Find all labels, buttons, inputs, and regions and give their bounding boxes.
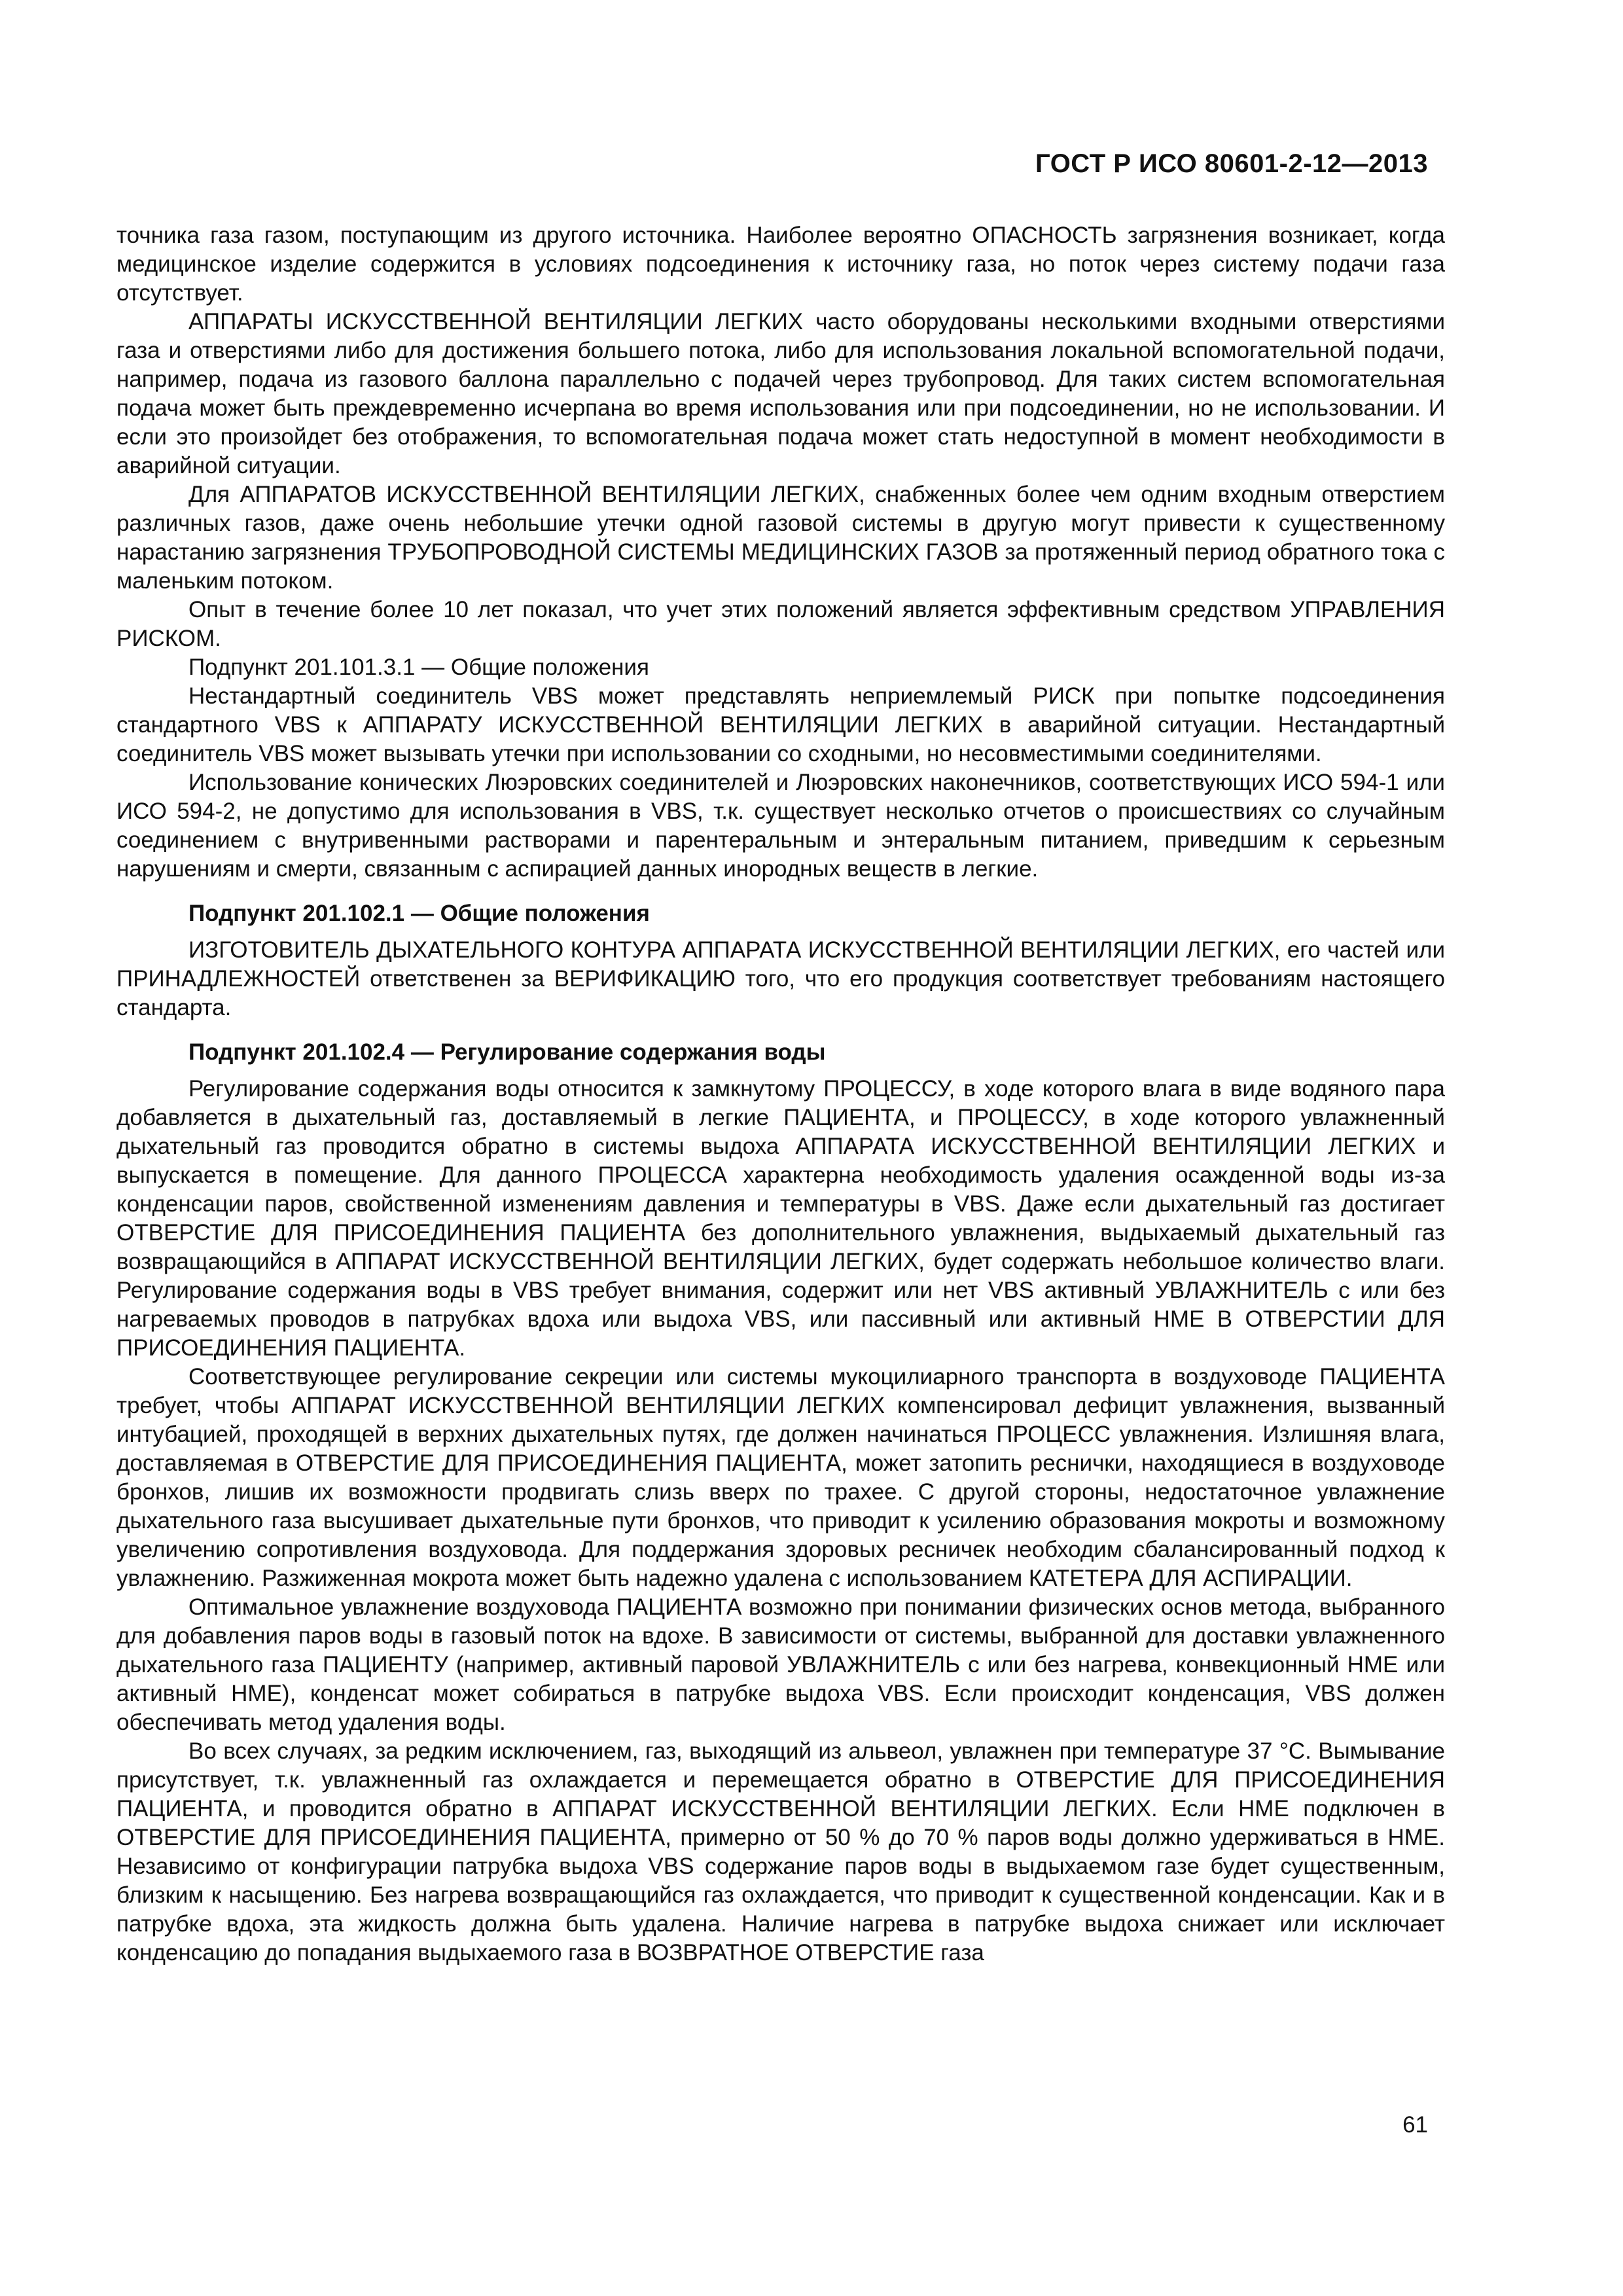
- paragraph: Опыт в течение более 10 лет показал, что учет этих положений является эффективным средством УПРАВЛЕНИЯ РИСКОМ.: [116, 597, 1445, 651]
- paragraph: Регулирование содержания воды относится к замкнутому ПРОЦЕССУ, в ходе которого влага в виде водяного пара добавляется в дыхательный газ, доставляемый в легкие ПАЦИЕНТА, и ПРОЦЕССУ, в ходе которого увлажненный дыхательный газ проводится обратно в системы выдоха АППАРАТА ИСКУССТВЕННОЙ ВЕНТИЛЯЦИИ ЛЕГКИХ и выпускается в помещение. Для данного ПРОЦЕССА характерна необходимость удаления осажденной воды из-за конденсации паров, свойственной изменениям давления и температуры в VBS. Даже если дыхательный газ достигает ОТВЕРСТИЕ ДЛЯ ПРИСОЕДИНЕНИЯ ПАЦИЕНТА без дополнительного увлажнения, выдыхаемый дыхательный газ возвращающийся в АППАРАТ ИСКУССТВЕННОЙ ВЕНТИЛЯЦИИ ЛЕГКИХ, будет содержать небольшое количество влаги. Регулирование содержания воды в VBS требует внимания, содержит или нет VBS активный УВЛАЖНИТЕЛЬ с или без нагреваемых проводов в патрубках вдоха или выдоха VBS, или пассивный или активный НМЕ В ОТВЕРСТИИ ДЛЯ ПРИСОЕДИНЕНИЯ ПАЦИЕНТА.: [116, 1076, 1445, 1361]
- section-heading: Подпункт 201.102.4 — Регулирование содержания воды: [188, 1039, 826, 1065]
- paragraph: Нестандартный соединитель VBS может представлять неприемлемый РИСК при попытке подсоединения стандартного VBS к АППАРАТУ ИСКУССТВЕННОЙ ВЕНТИЛЯЦИИ ЛЕГКИХ в аварийной ситуации. Нестандартный соединитель VBS может вызывать утечки при использовании со сходными, но несовместимыми соединителями.: [116, 683, 1445, 766]
- subclause-label: Подпункт 201.101.3.1 — Общие положения: [188, 655, 649, 680]
- paragraph: Для АППАРАТОВ ИСКУССТВЕННОЙ ВЕНТИЛЯЦИИ ЛЕГКИХ, снабженных более чем одним входным отверстием различных газов, даже очень небольшие утечки одной газовой системы в другую могут привести к существенному нарастанию загрязнения ТРУБОПРОВОДНОЙ СИСТЕМЫ МЕДИЦИНСКИХ ГАЗОВ за протяженный период обратного тока с маленьким потоком.: [116, 482, 1445, 594]
- paragraph: Соответствующее регулирование секреции или системы мукоцилиарного транспорта в воздуховоде ПАЦИЕНТА требует, чтобы АППАРАТ ИСКУССТВЕННОЙ ВЕНТИЛЯЦИИ ЛЕГКИХ компенсировал дефицит увлажнения, вызванный интубацией, проходящей в верхних дыхательных путях, где должен начинаться ПРОЦЕСС увлажнения. Излишняя влага, доставляемая в ОТВЕРСТИЕ ДЛЯ ПРИСОЕДИНЕНИЯ ПАЦИЕНТА, может затопить реснички, находящиеся в воздуховоде бронхов, лишив их возможности продвигать слизь вверх по трахее. С другой стороны, недостаточное увлажнение дыхательного газа высушивает дыхательные пути бронхов, что приводит к усилению образования мокроты и возможному увеличению сопротивления воздуховода. Для поддержания здоровых ресничек необходим сбалансированный подход к увлажнению. Разжиженная мокрота может быть надежно удалена с использованием КАТЕТЕРА ДЛЯ АСПИРАЦИИ.: [116, 1364, 1445, 1591]
- body-text: [116, 221, 1445, 1967]
- paragraph: АППАРАТЫ ИСКУССТВЕННОЙ ВЕНТИЛЯЦИИ ЛЕГКИХ часто оборудованы несколькими входными отверстиями газа и отверстиями либо для достижения большего потока, либо для использования локальной вспомогательной подачи, например, подача из газового баллона параллельно с подачей через трубопровод. Для таких систем вспомогательная подача может быть преждевременно исчерпана во время использования или при подсоединении, но не использовании. И если это произойдет без отображения, то вспомогательная подача может стать недоступной в момент необходимости в аварийной ситуации.: [116, 309, 1445, 478]
- paragraph: ИЗГОТОВИТЕЛЬ ДЫХАТЕЛЬНОГО КОНТУРА АППАРАТА ИСКУССТВЕННОЙ ВЕНТИЛЯЦИИ ЛЕГКИХ, его частей или ПРИНАДЛЕЖНОСТЕЙ ответственен за ВЕРИФИКАЦИЮ того, что его продукция соответствует требованиям настоящего стандарта.: [116, 937, 1445, 1020]
- standard-code-header: ГОСТ Р ИСО 80601-2-12—2013: [1035, 149, 1428, 178]
- paragraph: точника газа газом, поступающим из другого источника. Наиболее вероятно ОПАСНОСТЬ загрязнения возникает, когда медицинское изделие содержится в условиях подсоединения к источнику газа, но поток через систему подачи газа отсутствует.: [116, 223, 1445, 306]
- paragraph: Оптимальное увлажнение воздуховода ПАЦИЕНТА возможно при понимании физических основ метода, выбранного для добавления паров воды в газовый поток на вдохе. В зависимости от системы, выбранной для доставки увлажненного дыхательного газа ПАЦИЕНТУ (например, активный паровой УВЛАЖНИТЕЛЬ с или без нагрева, конвекционный НМЕ или активный НМЕ), конденсат может собираться в патрубке выдоха VBS. Если происходит конденсация, VBS должен обеспечивать метод удаления воды.: [116, 1594, 1445, 1735]
- paragraph: Использование конических Люэровских соединителей и Люэровских наконечников, соответствующих ИСО 594-1 или ИСО 594-2, не допустимо для использования в VBS, т.к. существует несколько отчетов о происшествиях со случайным соединением с внутривенными растворами и парентеральным и энтеральным питанием, приведшим к серьезным нарушениям и смерти, связанным с аспирацией данных инородных веществ в легкие.: [116, 770, 1445, 882]
- section-heading: Подпункт 201.102.1 — Общие положения: [188, 901, 650, 926]
- page-number: 61: [1402, 2112, 1428, 2138]
- paragraph: Во всех случаях, за редким исключением, газ, выходящий из альвеол, увлажнен при температуре 37 °С. Вымывание присутствует, т.к. увлажненный газ охлаждается и перемещается обратно в ОТВЕРСТИЕ ДЛЯ ПРИСОЕДИНЕНИЯ ПАЦИЕНТА, и проводится обратно в АППАРАТ ИСКУССТВЕННОЙ ВЕНТИЛЯЦИИ ЛЕГКИХ. Если НМЕ подключен в ОТВЕРСТИЕ ДЛЯ ПРИСОЕДИНЕНИЯ ПАЦИЕНТА, примерно от 50 % до 70 % паров воды должно удерживаться в НМЕ. Независимо от конфигурации патрубка выдоха VBS содержание паров воды в выдыхаемом газе будет существенным, близким к насыщению. Без нагрева возвращающийся газ охлаждается, что приводит к существенной конденсации. Как и в патрубке вдоха, эта жидкость должна быть удалена. Наличие нагрева в патрубке выдоха снижает или исключает конденсацию до попадания выдыхаемого газа в ВОЗВРАТНОЕ ОТВЕРСТИЕ газа: [116, 1738, 1445, 1965]
